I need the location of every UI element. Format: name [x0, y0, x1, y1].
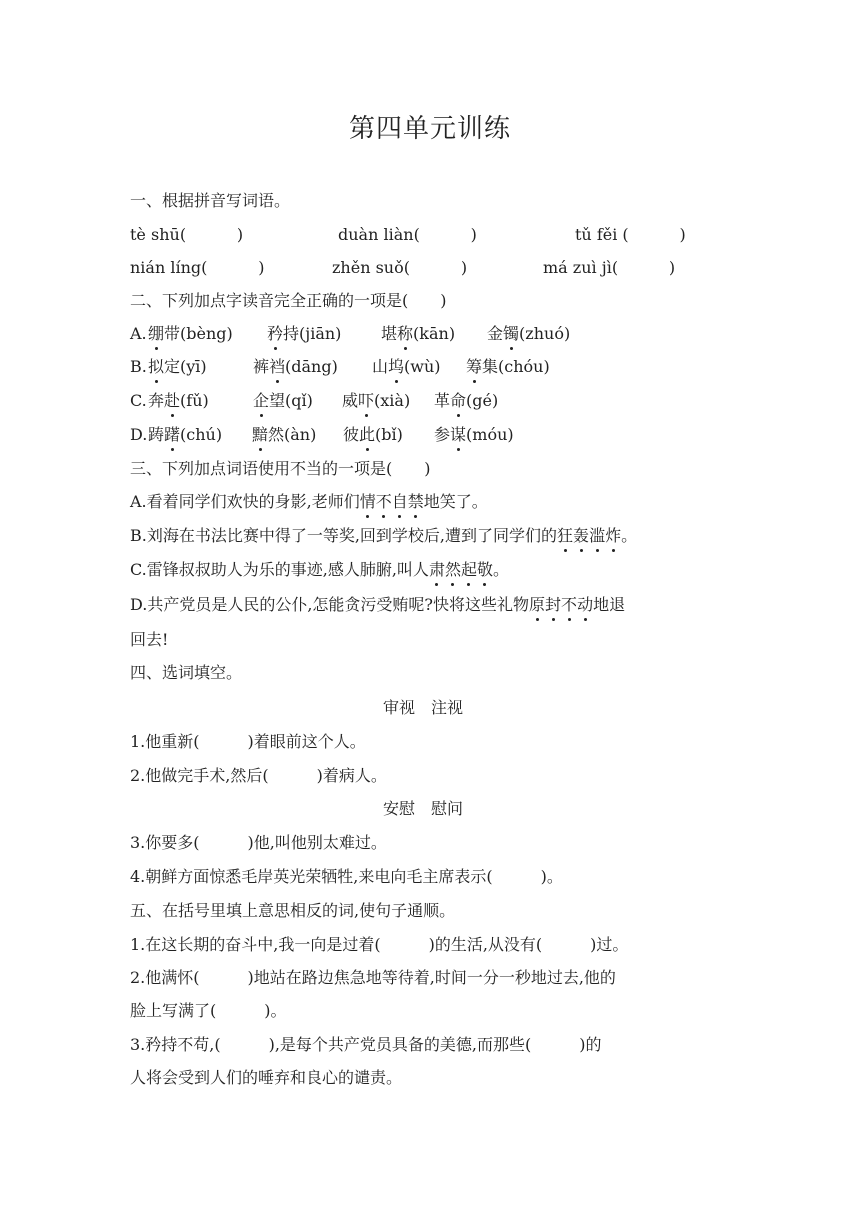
dotted-phrase — [429, 560, 493, 579]
dotted-char: 炸 — [605, 526, 622, 545]
reading-item — [466, 356, 550, 378]
antonym-question-2-continued[interactable]: 脸上写满了( )。 — [130, 1001, 287, 1020]
sentence-text: C.雷锋叔叔助人为乐的事迹,感人肺腑,叫人 — [130, 560, 429, 579]
section-4-heading: 四、选词填空。 — [130, 663, 243, 682]
reading-pre: 山 — [372, 357, 389, 376]
reading-pre: 革 — [434, 391, 451, 410]
pinyin: nián líng — [130, 258, 202, 277]
fill-question-3[interactable]: 3.你要多( )他,叫他别太难过。 — [130, 833, 387, 852]
reading-rest: (gé) — [466, 391, 499, 410]
reading-rest: 然(àn) — [268, 425, 317, 444]
pinyin-item — [543, 257, 675, 279]
option-d-continued: 回去! — [130, 630, 169, 649]
dotted-char: 原 — [529, 595, 546, 614]
dotted-char: 封 — [545, 595, 562, 614]
reading-pre: 威 — [342, 391, 359, 410]
fill-question-2[interactable]: 2.他做完手术,然后( )着病人。 — [130, 766, 387, 785]
antonym-question-1[interactable]: 1.在这长期的奋斗中,我一向是过着( )的生活,从没有( )过。 — [130, 935, 629, 954]
page-title: 第四单元训练 — [348, 114, 511, 144]
dotted-char: 矜 — [267, 324, 284, 343]
reading-item — [148, 424, 222, 446]
fill-question-4[interactable]: 4.朝鲜方面惊悉毛岸英光荣牺牲,来电向毛主席表示( )。 — [130, 867, 563, 886]
dotted-char: 不 — [375, 492, 392, 511]
answer-blank[interactable]: ( ) — [611, 258, 676, 277]
dotted-char: 肃 — [428, 560, 445, 579]
reading-rest: (fǔ) — [180, 391, 209, 410]
dotted-char: 命 — [450, 391, 467, 410]
option-d-label[interactable]: D. — [130, 425, 148, 444]
reading-pre: 堪 — [381, 324, 398, 343]
sentence-text: 地笑了。 — [423, 492, 488, 511]
dotted-phrase — [557, 526, 621, 545]
answer-blank[interactable]: ( ) — [617, 225, 686, 244]
reading-rest: 持(jiān) — [283, 324, 342, 343]
reading-rest: (xià) — [374, 391, 411, 410]
word-choices-1: 审视 注视 — [383, 698, 464, 717]
reading-rest: (kān) — [413, 324, 456, 343]
reading-rest: 带(bèng) — [164, 324, 233, 343]
dotted-char: 狂 — [557, 526, 574, 545]
dotted-char: 黯 — [252, 425, 269, 444]
dotted-char: 拟 — [148, 357, 165, 376]
answer-blank[interactable]: ( ) — [403, 258, 468, 277]
reading-item — [253, 390, 313, 412]
pinyin-item — [338, 224, 477, 246]
option-b-sentence[interactable] — [130, 525, 637, 547]
pinyin: má zuì jì — [543, 258, 612, 277]
reading-item — [381, 323, 455, 345]
dotted-char: 敬 — [476, 560, 493, 579]
reading-item — [434, 424, 514, 446]
pinyin: zhěn suǒ — [332, 258, 404, 277]
section-2-heading: 二、下列加点字读音完全正确的一项是( ) — [130, 291, 447, 310]
reading-rest: (chú) — [180, 425, 223, 444]
reading-item — [267, 323, 341, 345]
antonym-question-2[interactable]: 2.他满怀( )地站在路边焦急地等待着,时间一分一秒地过去,他的 — [130, 968, 616, 987]
sentence-text: B.刘海在书法比赛中得了一等奖,回到学校后,遭到了同学们的 — [130, 526, 558, 545]
option-c-label[interactable]: C. — [130, 391, 147, 410]
dotted-char: 筹 — [466, 357, 483, 376]
dotted-char: 情 — [359, 492, 376, 511]
pinyin: duàn liàn — [338, 225, 414, 244]
reading-item — [148, 323, 233, 345]
sentence-text: 地退 — [593, 595, 626, 614]
reading-pre: 金 — [487, 324, 504, 343]
sentence-text: 。 — [493, 560, 510, 579]
reading-rest: (wù) — [404, 357, 441, 376]
reading-rest: (zhuó) — [519, 324, 571, 343]
reading-item — [342, 390, 410, 412]
dotted-char: 动 — [577, 595, 594, 614]
dotted-phrase — [529, 595, 593, 614]
reading-rest: 定(yī) — [164, 357, 207, 376]
word-choices-2: 安慰 慰问 — [383, 799, 464, 818]
dotted-char: 然 — [444, 560, 461, 579]
dotted-char: 自 — [391, 492, 408, 511]
dotted-char: 谋 — [450, 425, 467, 444]
reading-pre: 裤 — [253, 357, 270, 376]
pinyin: tǔ fěi — [575, 225, 618, 244]
reading-rest: (dāng) — [285, 357, 338, 376]
dotted-phrase — [360, 492, 424, 511]
dotted-char: 吓 — [358, 391, 375, 410]
reading-rest: (bǐ) — [375, 425, 403, 444]
reading-rest: (móu) — [466, 425, 514, 444]
reading-item — [148, 390, 209, 412]
reading-item — [487, 323, 570, 345]
dotted-char: 不 — [561, 595, 578, 614]
dotted-char: 企 — [253, 391, 270, 410]
option-d-sentence[interactable] — [130, 594, 625, 616]
dotted-char: 裆 — [269, 357, 286, 376]
pinyin-item — [575, 224, 686, 246]
dotted-char: 躇 — [164, 425, 181, 444]
reading-item — [372, 356, 441, 378]
sentence-text: D.共产党员是人民的公仆,怎能贪污受贿呢?快将这些礼物 — [130, 595, 530, 614]
answer-blank[interactable]: ( ) — [201, 258, 265, 277]
reading-item — [253, 356, 338, 378]
option-a-label[interactable]: A. — [130, 324, 147, 343]
reading-item — [148, 356, 207, 378]
reading-pre: 踌 — [148, 425, 165, 444]
reading-rest: 集(chóu) — [482, 357, 550, 376]
answer-blank[interactable]: ( ) — [413, 225, 477, 244]
pinyin-item — [130, 257, 264, 279]
dotted-char: 此 — [359, 425, 376, 444]
dotted-char: 称 — [397, 324, 414, 343]
dotted-char: 轰 — [573, 526, 590, 545]
reading-item — [252, 424, 316, 446]
option-c-sentence[interactable] — [130, 559, 509, 581]
pinyin: tè shū — [130, 225, 180, 244]
pinyin-item — [130, 224, 243, 246]
section-3-heading: 三、下列加点词语使用不当的一项是( ) — [130, 459, 431, 478]
sentence-text: 。 — [621, 526, 638, 545]
pinyin-item — [332, 257, 467, 279]
fill-question-1[interactable]: 1.他重新( )着眼前这个人。 — [130, 732, 366, 751]
option-b-label[interactable]: B. — [130, 357, 147, 376]
dotted-char: 滥 — [589, 526, 606, 545]
reading-pre: 奔 — [148, 391, 165, 410]
section-1-heading: 一、根据拼音写词语。 — [130, 191, 291, 210]
reading-pre: 参 — [434, 425, 451, 444]
dotted-char: 赴 — [164, 391, 181, 410]
answer-blank[interactable]: ( ) — [179, 225, 244, 244]
reading-pre: 彼 — [343, 425, 360, 444]
reading-item — [343, 424, 403, 446]
dotted-char: 绷 — [148, 324, 165, 343]
dotted-char: 禁 — [407, 492, 424, 511]
dotted-char: 起 — [460, 560, 477, 579]
dotted-char: 镯 — [503, 324, 520, 343]
dotted-char: 坞 — [388, 357, 405, 376]
antonym-question-3-continued: 人将会受到人们的唾弃和良心的谴责。 — [130, 1068, 403, 1087]
option-a-sentence[interactable] — [130, 491, 488, 513]
reading-rest: 望(qǐ) — [269, 391, 313, 410]
section-5-heading: 五、在括号里填上意思相反的词,使句子通顺。 — [130, 901, 456, 920]
antonym-question-3[interactable]: 3.矜持不苟,( ),是每个共产党员具备的美德,而那些( )的 — [130, 1035, 602, 1054]
sentence-text: A.看着同学们欢快的身影,老师们 — [130, 492, 360, 511]
reading-item — [434, 390, 498, 412]
